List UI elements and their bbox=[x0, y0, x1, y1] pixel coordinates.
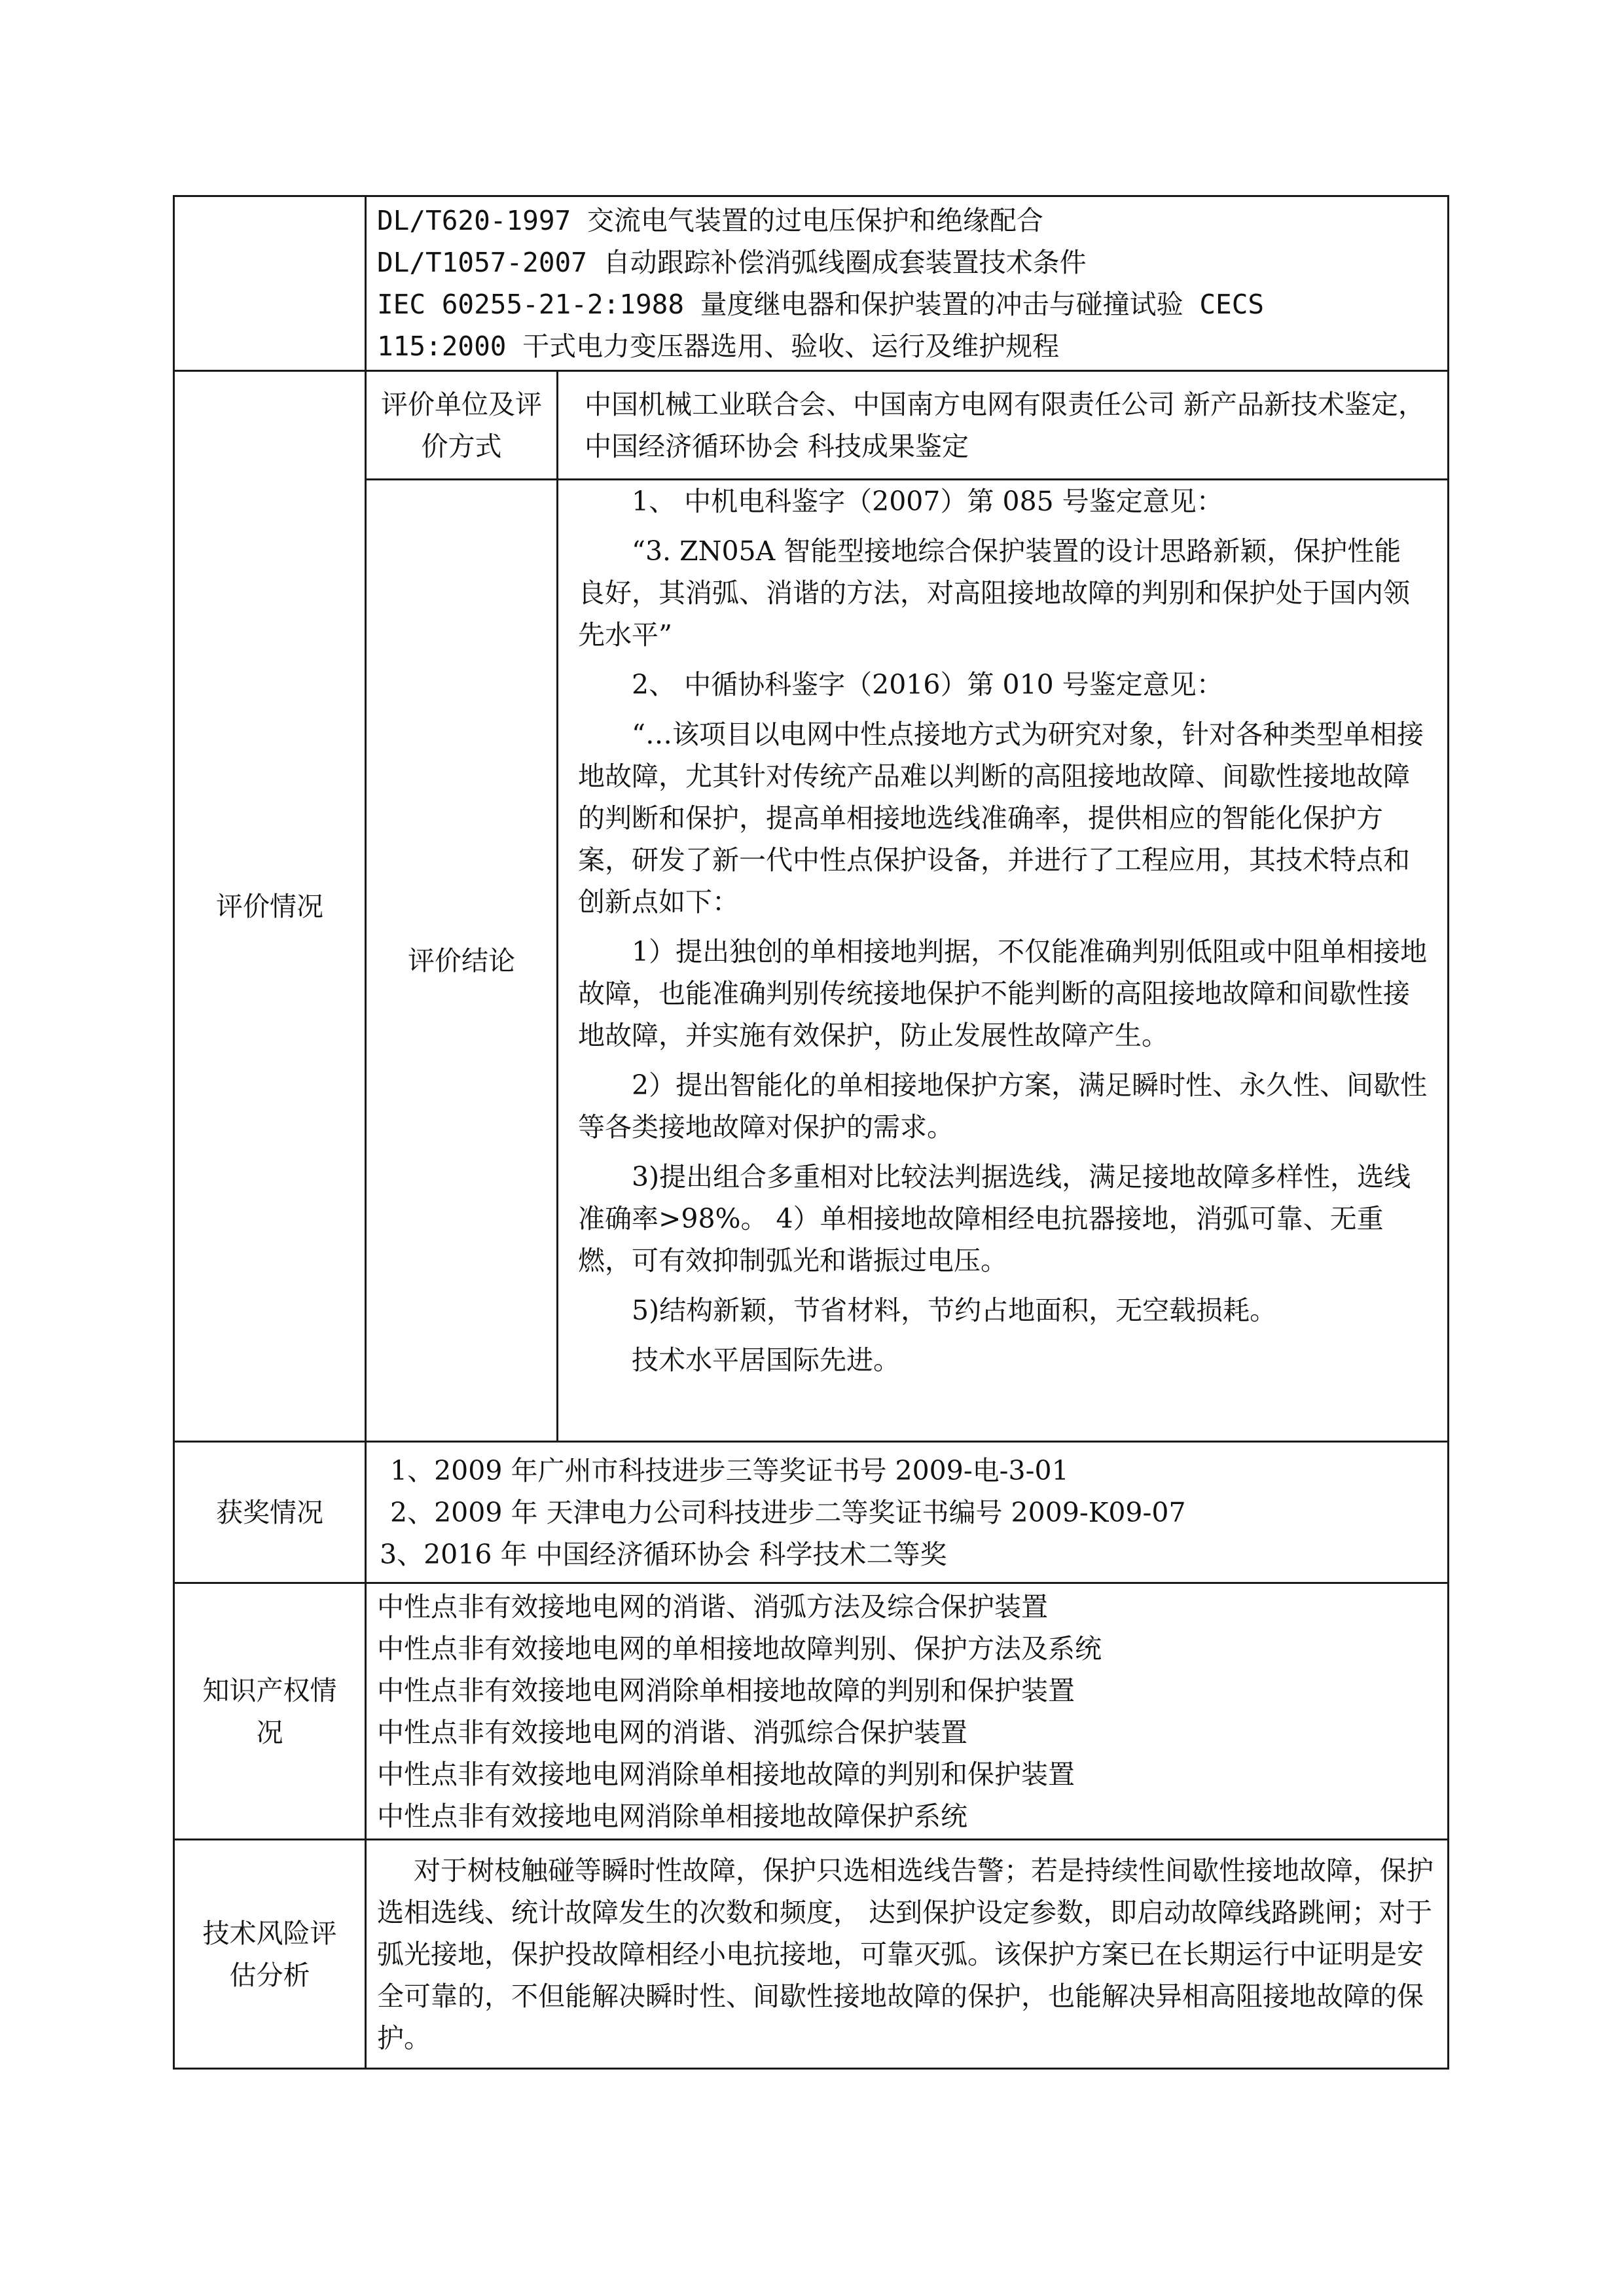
ip-cell bbox=[366, 1583, 1449, 1840]
conclusion-paragraph: 3)提出组合多重相对比较法判据选线，满足接地故障多样性，选线准确率>98%。 4）单相接地故障相经电抗器接地，消弧可靠、无重燃，可有效抑制弧光和谐振过电压。 bbox=[578, 1161, 1411, 1276]
award-item: 2、2009 年 天津电力公司科技进步二等奖证书编号 2009-K09-07 bbox=[390, 1496, 1186, 1528]
standards-label-cell bbox=[174, 196, 366, 371]
evaluation-conclusion-cell bbox=[558, 480, 1449, 1442]
awards-row bbox=[174, 1442, 1449, 1583]
ip-item: 中性点非有效接地电网消除单相接地故障的判别和保护装置 bbox=[377, 1674, 1075, 1706]
evaluation-conclusion-row bbox=[174, 480, 1449, 1442]
evaluation-section-label: 评价情况 bbox=[174, 371, 366, 1442]
risk-cell bbox=[366, 1840, 1449, 2069]
ip-item: 中性点非有效接地电网的消谐、消弧综合保护装置 bbox=[377, 1716, 967, 1748]
conclusion-paragraph: 技术水平居国际先进。 bbox=[632, 1344, 900, 1376]
ip-item: 中性点非有效接地电网消除单相接地故障的判别和保护装置 bbox=[377, 1758, 1075, 1790]
ip-row bbox=[174, 1583, 1449, 1840]
ip-item: 中性点非有效接地电网消除单相接地故障保护系统 bbox=[377, 1800, 967, 1832]
conclusion-paragraph: 2）提出智能化的单相接地保护方案，满足瞬时性、永久性、间歇性等各类接地故障对保护的需求。 bbox=[578, 1069, 1428, 1143]
info-table bbox=[173, 195, 1449, 2070]
evaluation-unit-text bbox=[558, 371, 1449, 480]
evaluation-unit-row bbox=[174, 371, 1449, 480]
standard-line: DL/T1057-2007 自动跟踪补偿消弧线圈成套装置技术条件 bbox=[377, 247, 1087, 278]
evaluation-unit-paragraph: 中国机械工业联合会、中国南方电网有限责任公司 新产品新技术鉴定，中国经济循环协会 科技成果鉴定 bbox=[585, 388, 1426, 462]
award-item: 3、2016 年 中国经济循环协会 科学技术二等奖 bbox=[380, 1538, 947, 1570]
evaluation-unit-label: 评价单位及评价方式 bbox=[366, 371, 558, 480]
standard-line: DL/T620-1997 交流电气装置的过电压保护和绝缘配合 bbox=[377, 205, 1043, 236]
standard-line: IEC 60255-21-2:1988 量度继电器和保护装置的冲击与碰撞试验 CECS bbox=[377, 289, 1265, 320]
awards-cell bbox=[366, 1442, 1449, 1583]
conclusion-paragraph: “…该项目以电网中性点接地方式为研究对象，针对各种类型单相接地故障，尤其针对传统产品难以判断的高阻接地故障、间歇性接地故障的判断和保护，提高单相接地选线准确率，提供相应的智能化保护方案，研发了新一代中性点保护设备，并进行了工程应用，其技术特点和创新点如下： bbox=[578, 719, 1424, 918]
conclusion-paragraph: 1、 中机电科鉴字（2007）第 085 号鉴定意见： bbox=[632, 486, 1223, 517]
standards-cell bbox=[366, 196, 1449, 371]
evaluation-conclusion-label: 评价结论 bbox=[366, 480, 558, 1442]
conclusion-paragraph: 1）提出独创的单相接地判据，不仅能准确判别低阻或中阻单相接地故障，也能准确判别传统接地保护不能判断的高阻接地故障和间歇性接地故障，并实施有效保护，防止发展性故障产生。 bbox=[578, 936, 1428, 1051]
risk-label: 技术风险评估分析 bbox=[174, 1840, 366, 2069]
ip-label: 知识产权情况 bbox=[174, 1583, 366, 1840]
ip-item: 中性点非有效接地电网的单相接地故障判别、保护方法及系统 bbox=[377, 1632, 1102, 1664]
ip-item: 中性点非有效接地电网的消谐、消弧方法及综合保护装置 bbox=[377, 1590, 1048, 1623]
risk-row bbox=[174, 1840, 1449, 2069]
standard-line: 115:2000 干式电力变压器选用、验收、运行及维护规程 bbox=[377, 331, 1060, 362]
awards-label: 获奖情况 bbox=[174, 1442, 366, 1583]
conclusion-paragraph: “3. ZN05A 智能型接地综合保护装置的设计思路新颖，保护性能良好，其消弧、消谐的方法，对高阻接地故障的判别和保护处于国内领先水平” bbox=[578, 535, 1410, 651]
award-item: 1、2009 年广州市科技进步三等奖证书号 2009-电-3-01 bbox=[390, 1454, 1069, 1486]
risk-paragraph: 对于树枝触碰等瞬时性故障，保护只选相选线告警；若是持续性间歇性接地故障，保护选相选线、统计故障发生的次数和频度， 达到保护设定参数，即启动故障线路跳闸；对于弧光接地，保护投故障相经小电抗接地，可靠灭弧。该保护方案已在长期运行中证明是安全可靠的，不但能解决瞬时性、间歇性接地故障的保护，也能解决异相高阻接地故障的保护。 bbox=[377, 1854, 1434, 2054]
conclusion-paragraph: 2、 中循协科鉴字（2016）第 010 号鉴定意见： bbox=[632, 669, 1223, 700]
standards-row bbox=[174, 196, 1449, 371]
conclusion-paragraph: 5)结构新颖，节省材料，节约占地面积，无空载损耗。 bbox=[632, 1295, 1277, 1326]
